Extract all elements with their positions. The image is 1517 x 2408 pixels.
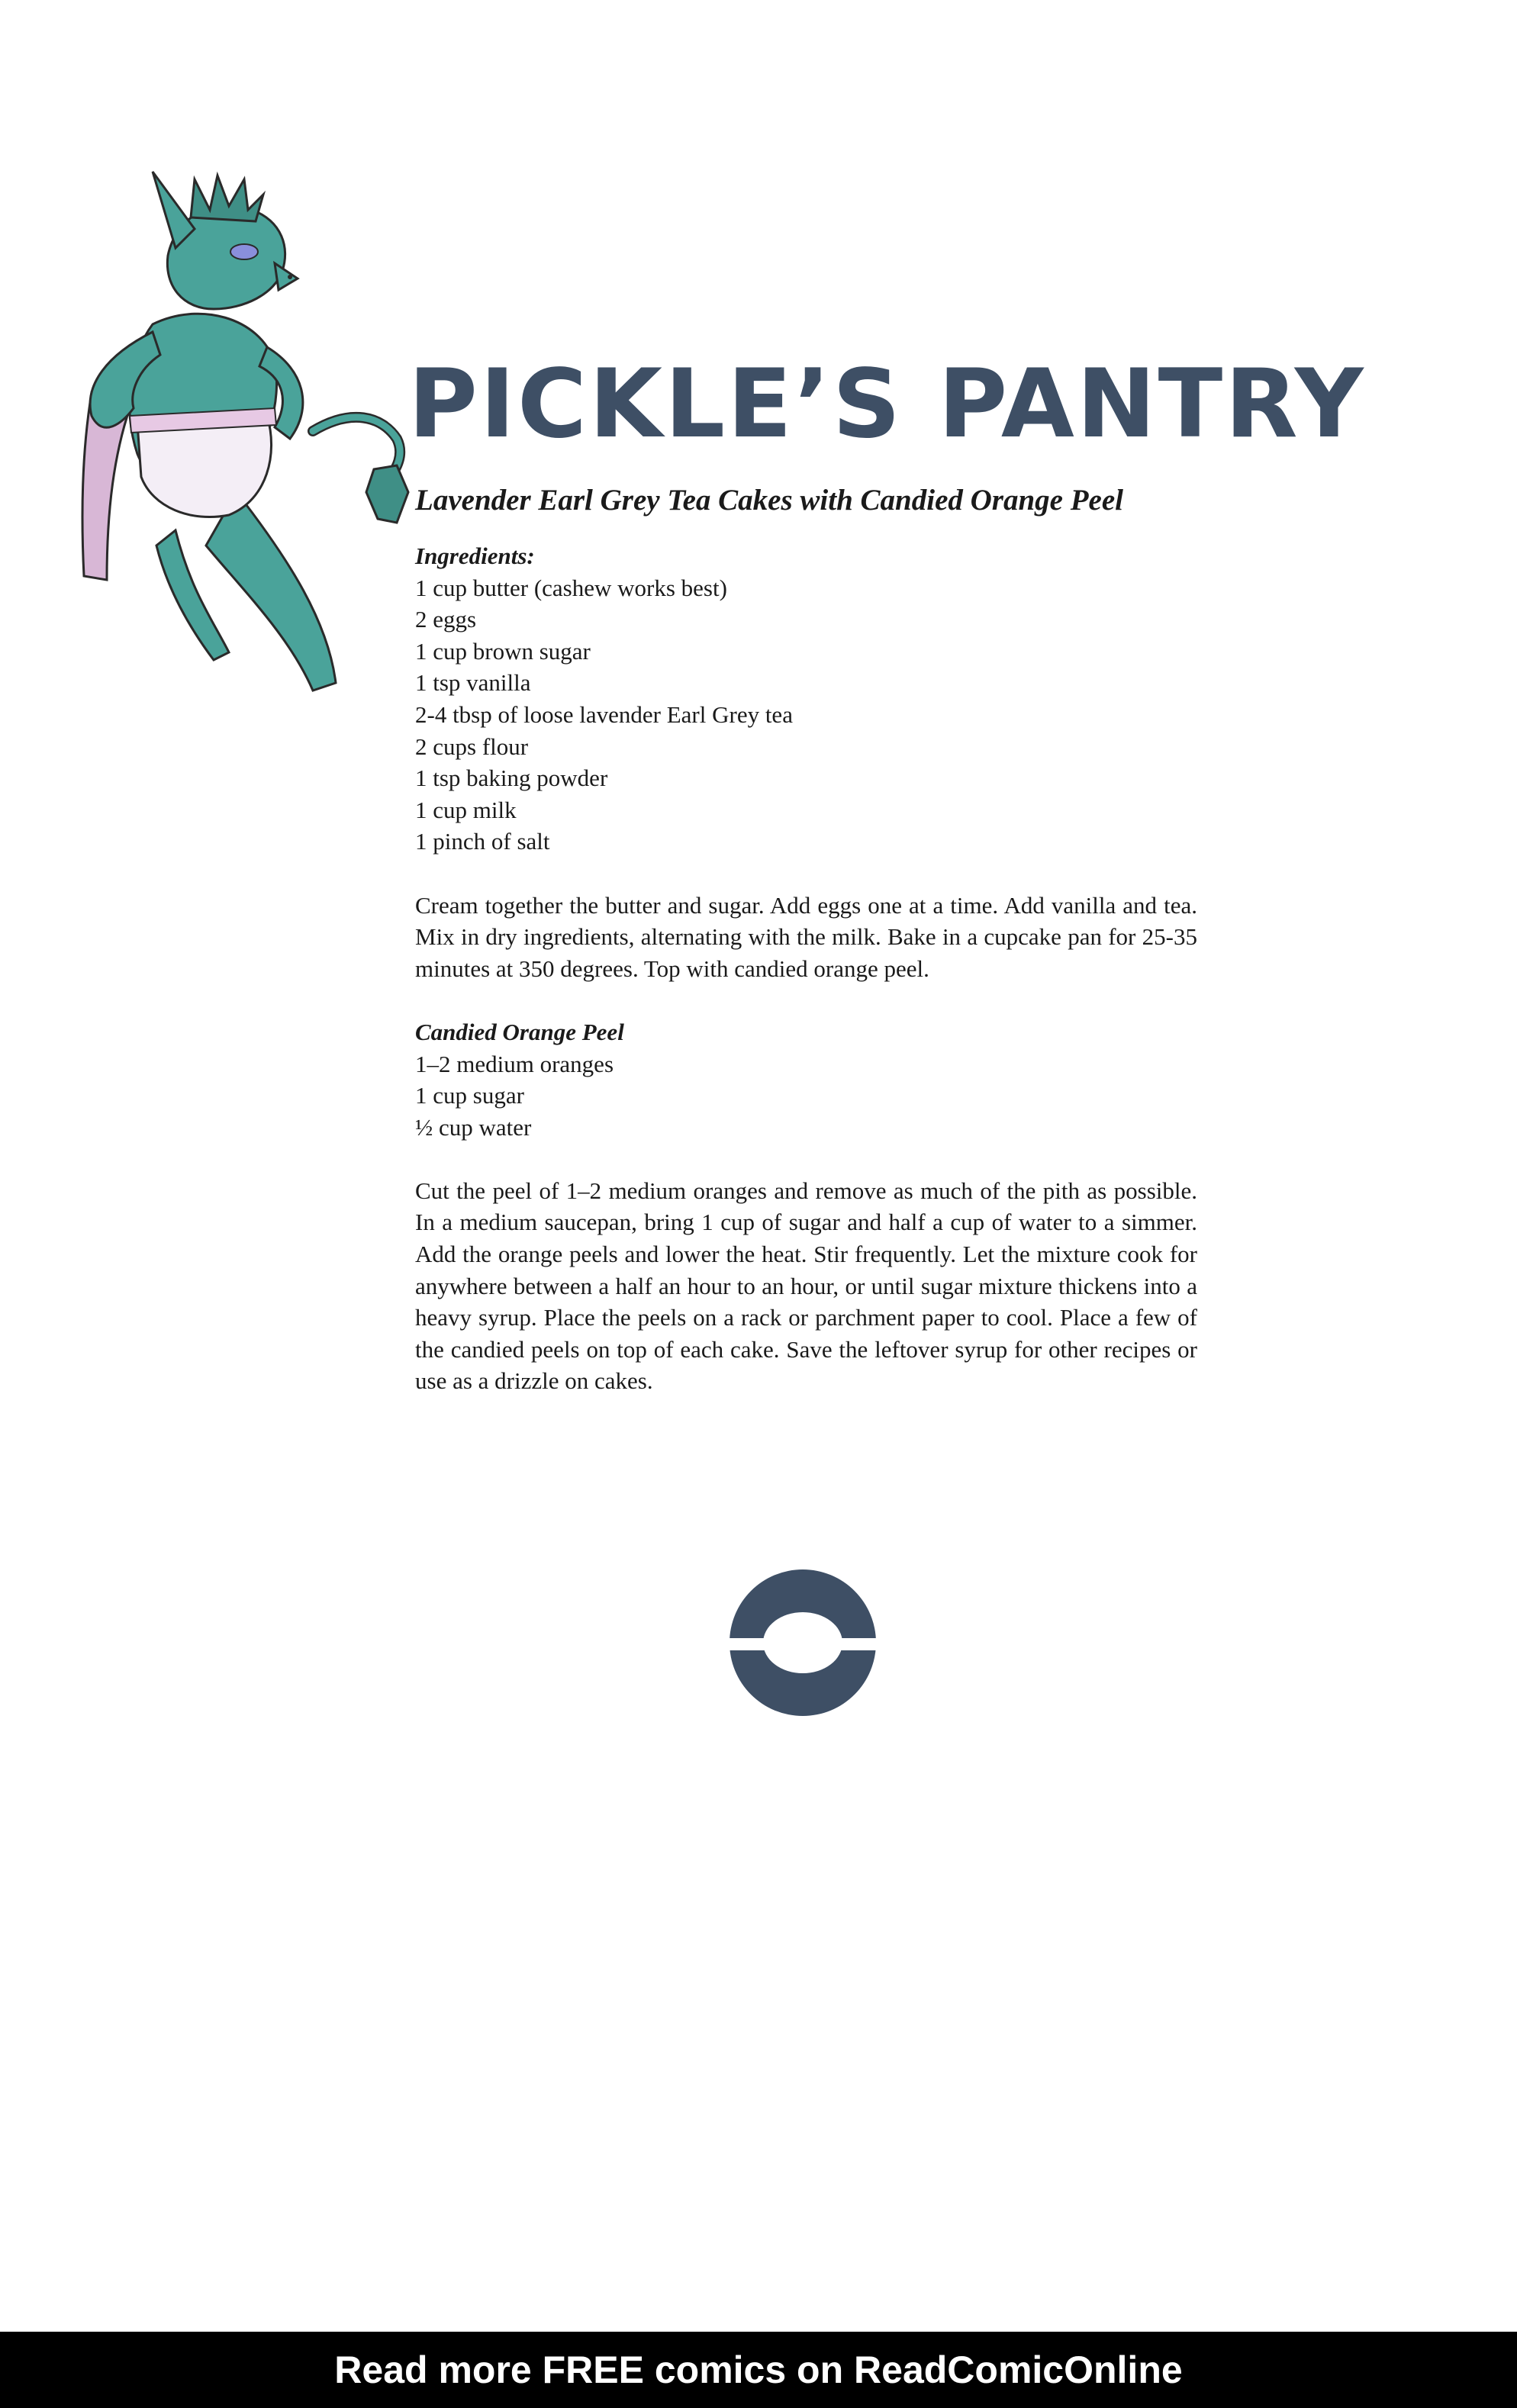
ingredient-item: 1 cup milk xyxy=(415,796,517,823)
candied-peel-instructions: Cut the peel of 1–2 medium oranges and remove as much of the pith as possible. In a medium saucepan, bring 1 cup of sugar and half a cup of water to a simmer. Add the orange peels and lower the heat. Stir frequently. Let the mixture cook for anywhere between a half an hour to an hour, or until sugar mixture thickens into a heavy syrup. Place the peels on a rack or parchment paper to cool. Place a few of the candied peels on top of each cake. Save the leftover syrup for other recipes or use as a drizzle on cakes. xyxy=(415,1177,1197,1395)
pickle-character-illustration xyxy=(61,164,420,706)
recipe-body xyxy=(415,482,1197,1397)
ingredient-item: 2-4 tbsp of loose lavender Earl Grey tea xyxy=(415,700,793,728)
candied-peel-ingredient-item: 1–2 medium oranges xyxy=(415,1050,614,1077)
ingredient-item: 2 eggs xyxy=(415,606,477,633)
ingredient-item: 1 tsp baking powder xyxy=(415,765,608,792)
ingredient-item: 2 cups flour xyxy=(415,732,529,760)
footer-banner[interactable] xyxy=(0,2332,1517,2408)
page-title: PICKLE’S PANTRY xyxy=(408,349,1366,459)
ingredients-list xyxy=(415,572,1197,858)
ingredient-item: 1 cup butter (cashew works best) xyxy=(415,574,727,601)
recipe-instructions: Cream together the butter and sugar. Add eggs one at a time. Add vanilla and tea. Mix in dry ingredients, alternating with the milk. Bake in a cupcake pan for 25-35 minutes at 350 degrees. Top with candied orange peel. xyxy=(415,891,1197,982)
ingredient-item: 1 cup brown sugar xyxy=(415,637,591,665)
publisher-ring-logo-icon xyxy=(728,1568,878,1717)
footer-banner-text[interactable]: Read more FREE comics on ReadComicOnline xyxy=(334,2348,1183,2391)
ingredient-item: 1 pinch of salt xyxy=(415,828,550,855)
recipe-title: Lavender Earl Grey Tea Cakes with Candied Orange Peel xyxy=(415,484,1124,517)
ingredients-heading: Ingredients: xyxy=(415,542,535,569)
candied-peel-ingredient-item: 1 cup sugar xyxy=(415,1082,524,1109)
ingredient-item: 1 tsp vanilla xyxy=(415,669,531,697)
candied-peel-ingredients-list xyxy=(415,1048,1197,1144)
candied-peel-ingredient-item: ½ cup water xyxy=(415,1113,532,1141)
candied-peel-heading: Candied Orange Peel xyxy=(415,1018,624,1045)
